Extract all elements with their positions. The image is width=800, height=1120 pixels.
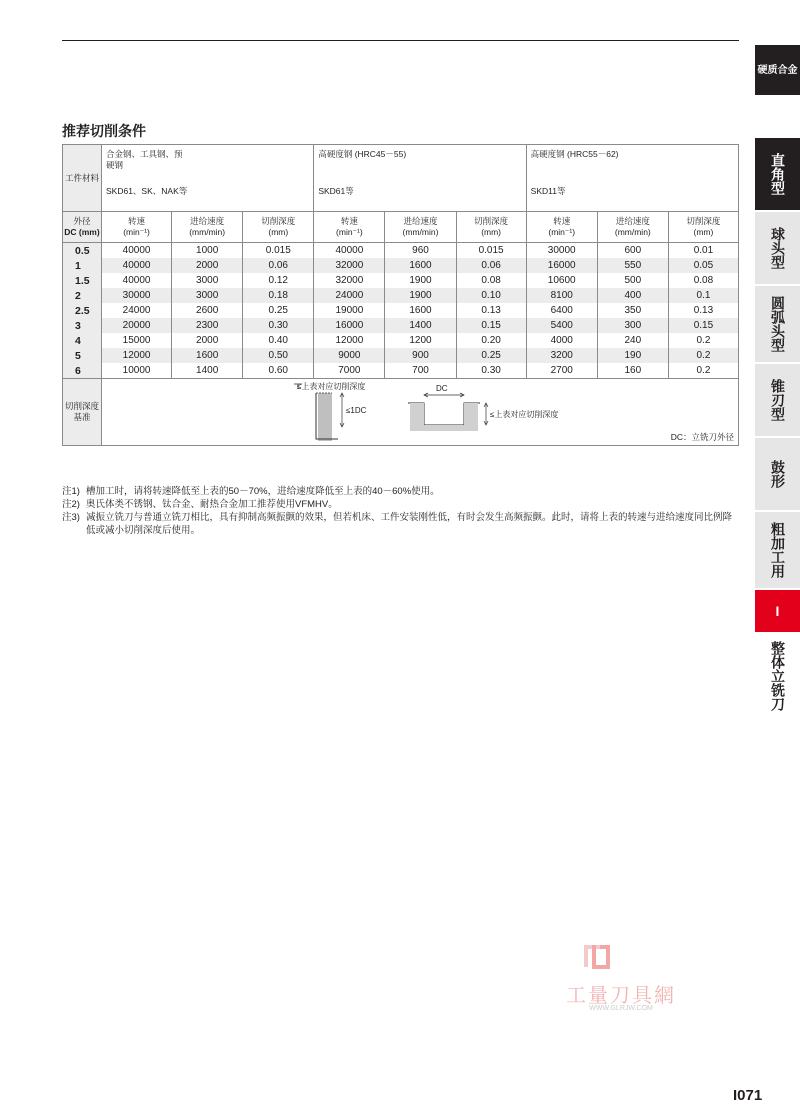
tab-solid-endmill-label: 整体立铣刀	[770, 641, 786, 711]
col-header	[314, 212, 385, 243]
tab-ball[interactable]	[755, 212, 800, 284]
table-cell: 12000	[314, 333, 385, 348]
table-cell: 1000	[172, 243, 243, 259]
table-cell: 12000	[102, 348, 172, 363]
table-cell: 960	[385, 243, 456, 259]
table-cell: 1600	[172, 348, 243, 363]
table-cell: 1900	[385, 288, 456, 303]
table-cell: 6400	[526, 303, 597, 318]
col-header-l2: (mm/min)	[402, 227, 439, 237]
table-cell: 1200	[385, 333, 456, 348]
top-rule	[62, 40, 739, 41]
slot-cut-diagram	[408, 384, 558, 431]
material-name: 合金钢、工具钢、预硬钢	[106, 149, 183, 170]
table-cell: 24000	[314, 288, 385, 303]
table-cell: 0.25	[243, 303, 314, 318]
tab-solid-endmill	[755, 636, 800, 716]
table-cell: 2000	[172, 258, 243, 273]
tab-section-letter-label: I	[775, 602, 780, 619]
table-cell: 0.60	[243, 363, 314, 379]
table-cell: 1900	[385, 273, 456, 288]
table-cell: 10600	[526, 273, 597, 288]
table-cell: 30000	[526, 243, 597, 259]
tab-ball-label: 球头型	[770, 227, 786, 269]
tab-carbide[interactable]	[755, 45, 800, 95]
table-cell: 20000	[102, 318, 172, 333]
material-grade: SKD61、SK、NAK等	[106, 186, 188, 196]
table-cell: 0.015	[243, 243, 314, 259]
table-cell: 9000	[314, 348, 385, 363]
notes	[62, 485, 739, 537]
table-cell: 40000	[102, 243, 172, 259]
col-header	[597, 212, 668, 243]
table-cell: 0.05	[668, 258, 738, 273]
table-cell: 40000	[102, 273, 172, 288]
col-header-l1: 转速	[553, 216, 571, 226]
col-header	[102, 212, 172, 243]
dc-value: 3	[63, 318, 102, 333]
depth-standard-label	[63, 379, 102, 446]
table-cell: 40000	[102, 258, 172, 273]
endmill-body	[318, 393, 332, 441]
table-row	[63, 318, 739, 333]
table-cell: 0.18	[243, 288, 314, 303]
note-1	[62, 485, 739, 498]
material-name: 高硬度钢 (HRC45－55)	[318, 149, 407, 159]
note-3	[62, 511, 739, 537]
material-col-2	[314, 145, 526, 212]
table-cell: 0.06	[456, 258, 526, 273]
table-cell: 1400	[385, 318, 456, 333]
table-row	[63, 303, 739, 318]
col-header-l1: 进给速度	[403, 216, 438, 226]
dc-value: 1.5	[63, 273, 102, 288]
table-cell: 0.20	[456, 333, 526, 348]
side-width-label: ≤1DC	[346, 406, 367, 415]
table-cell: 30000	[102, 288, 172, 303]
table-cell: 0.08	[668, 273, 738, 288]
table-row	[63, 288, 739, 303]
note-text: 槽加工时，请将转速降低至上表的50－70%，进给速度降低至上表的40－60%使用。	[86, 486, 440, 497]
table-row	[63, 273, 739, 288]
table-cell: 7000	[314, 363, 385, 379]
material-col-1	[102, 145, 314, 212]
dc-value: 6	[63, 363, 102, 379]
table-cell: 500	[597, 273, 668, 288]
table-cell: 160	[597, 363, 668, 379]
table-cell: 2300	[172, 318, 243, 333]
table-cell: 32000	[314, 273, 385, 288]
table-cell: 24000	[102, 303, 172, 318]
table-cell: 0.15	[456, 318, 526, 333]
col-header-l1: 切削深度	[686, 216, 721, 226]
table-cell: 2000	[172, 333, 243, 348]
note-text: 减振立铣刀与普通立铣刀相比，具有抑制高频振颤的效果，但若机床、工件安装刚性低，有时会发生高频振颤。此时，请将上表的转速与进给速度同比例降低或减小切削深度后使用。	[86, 512, 733, 536]
table-cell: 8100	[526, 288, 597, 303]
dc-header-line2: DC (mm)	[64, 227, 100, 237]
table-cell: 400	[597, 288, 668, 303]
watermark-name: 工量刀具網	[566, 983, 676, 1007]
table-cell: 5400	[526, 318, 597, 333]
slot-wall-right	[464, 403, 478, 427]
note-text: 奥氏体类不锈钢、钛合金、耐热合金加工推荐使用VFMHV。	[86, 499, 338, 510]
table-cell: 190	[597, 348, 668, 363]
table-cell: 1600	[385, 303, 456, 318]
table-cell: 3200	[526, 348, 597, 363]
table-cell: 4000	[526, 333, 597, 348]
tab-section-letter[interactable]	[755, 590, 800, 632]
note-2	[62, 498, 739, 511]
material-col-3	[526, 145, 738, 212]
table-cell: 32000	[314, 258, 385, 273]
side-depth-label: ≤上表对应切削深度	[297, 382, 366, 391]
side-cut-diagram	[294, 381, 367, 441]
col-header-l2: (min⁻¹)	[548, 227, 576, 237]
material-name: 高硬度钢 (HRC55－62)	[530, 149, 619, 159]
table-cell: 900	[385, 348, 456, 363]
col-header	[668, 212, 738, 243]
table-body	[63, 243, 739, 379]
section-title: 推荐切削条件	[62, 123, 146, 139]
col-header-l1: 进给速度	[615, 216, 650, 226]
col-header-l1: 转速	[340, 216, 358, 226]
dc-value: 2	[63, 288, 102, 303]
watermark-url: WWW.GLRJW.COM	[589, 1005, 653, 1012]
table-cell: 700	[385, 363, 456, 379]
table-cell: 0.12	[243, 273, 314, 288]
tab-taper[interactable]	[755, 364, 800, 436]
table-cell: 0.2	[668, 363, 738, 379]
material-grade: SKD61等	[318, 186, 354, 196]
note-number: 注2)	[62, 499, 80, 510]
table-cell: 3000	[172, 273, 243, 288]
table-cell: 0.1	[668, 288, 738, 303]
watermark-logo	[566, 943, 676, 1023]
col-header-l2: (mm)	[481, 227, 502, 237]
dc-value: 1	[63, 258, 102, 273]
table-cell: 0.15	[668, 318, 738, 333]
table-cell: 15000	[102, 333, 172, 348]
table-cell: 0.13	[456, 303, 526, 318]
col-header-l1: 转速	[128, 216, 146, 226]
col-header	[526, 212, 597, 243]
table-cell: 600	[597, 243, 668, 259]
material-grade: SKD11等	[530, 186, 566, 196]
dc-value: 2.5	[63, 303, 102, 318]
slot-dc-label: DC	[436, 384, 448, 393]
tab-rough-label: 粗加工用	[770, 522, 786, 578]
tab-square[interactable]	[755, 138, 800, 210]
dc-header	[63, 212, 102, 243]
table-row	[63, 258, 739, 273]
slot-floor	[410, 425, 478, 431]
table-row	[63, 363, 739, 379]
tab-taper-label: 锥刃型	[770, 379, 786, 421]
tab-barrel-label: 鼓形	[770, 460, 786, 488]
depth-standard-line1: 切削深度	[64, 401, 99, 411]
depth-diagram	[102, 379, 738, 445]
table-cell: 0.015	[456, 243, 526, 259]
table-cell: 550	[597, 258, 668, 273]
table-cell: 0.2	[668, 333, 738, 348]
tab-square-label: 直角型	[770, 153, 786, 195]
table-cell: 0.13	[668, 303, 738, 318]
table-cell: 0.30	[243, 318, 314, 333]
table-cell: 0.40	[243, 333, 314, 348]
note-number: 注1)	[62, 486, 80, 497]
col-header	[243, 212, 314, 243]
col-header-l2: (mm/min)	[614, 227, 651, 237]
tab-barrel[interactable]	[755, 438, 800, 510]
table-cell: 240	[597, 333, 668, 348]
col-header-l2: (min⁻¹)	[336, 227, 363, 237]
table-cell: 0.25	[456, 348, 526, 363]
tab-radius[interactable]	[755, 286, 800, 362]
col-header	[172, 212, 243, 243]
table-cell: 0.01	[668, 243, 738, 259]
depth-diagram-cell	[102, 379, 739, 446]
table-cell: 0.2	[668, 348, 738, 363]
dc-value: 5	[63, 348, 102, 363]
cutting-conditions-table	[62, 144, 739, 446]
note-number: 注3)	[62, 512, 80, 523]
col-header	[385, 212, 456, 243]
table-row	[63, 243, 739, 259]
dc-value: 4	[63, 333, 102, 348]
col-header-l2: (mm/min)	[189, 227, 226, 237]
table-row	[63, 333, 739, 348]
table-cell: 1600	[385, 258, 456, 273]
table-cell: 300	[597, 318, 668, 333]
table-row	[63, 348, 739, 363]
page-number: I071	[733, 1087, 763, 1104]
col-header	[456, 212, 526, 243]
table-cell: 0.30	[456, 363, 526, 379]
col-header-l2: (mm)	[693, 227, 714, 237]
table-cell: 1400	[172, 363, 243, 379]
table-cell: 16000	[526, 258, 597, 273]
col-header-l2: (mm)	[268, 227, 289, 237]
table-cell: 0.08	[456, 273, 526, 288]
table-cell: 350	[597, 303, 668, 318]
table-cell: 16000	[314, 318, 385, 333]
table-cell: 0.50	[243, 348, 314, 363]
table-cell: 0.06	[243, 258, 314, 273]
slot-wall-left	[410, 403, 424, 427]
table-cell: 40000	[314, 243, 385, 259]
tab-rough[interactable]	[755, 512, 800, 588]
table-cell: 19000	[314, 303, 385, 318]
dc-value: 0.5	[63, 243, 102, 259]
table-cell: 10000	[102, 363, 172, 379]
table-cell: 0.10	[456, 288, 526, 303]
dc-header-line1: 外径	[73, 216, 91, 226]
table-cell: 3000	[172, 288, 243, 303]
depth-standard-line2: 基准	[73, 412, 91, 422]
table-cell: 2600	[172, 303, 243, 318]
workpiece-label: 工件材料	[63, 145, 102, 212]
col-header-l1: 切削深度	[261, 216, 296, 226]
col-header-l1: 切削深度	[474, 216, 509, 226]
col-header-l1: 进给速度	[190, 216, 225, 226]
tab-radius-label: 圆弧头型	[770, 296, 786, 352]
tab-carbide-label: 硬质合金	[757, 64, 798, 76]
table-cell: 2700	[526, 363, 597, 379]
col-header-l2: (min⁻¹)	[123, 227, 150, 237]
dc-note: DC：立铣刀外径	[670, 432, 734, 442]
slot-depth-label: ≤上表对应切削深度	[490, 410, 559, 419]
